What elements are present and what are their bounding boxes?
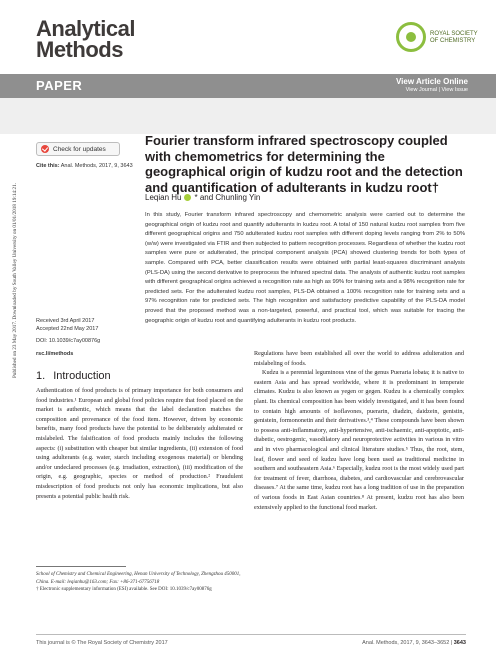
intro-paragraph-2: Regulations have been established all over the world to address adulteration and mislabeling of foods.: [254, 350, 464, 367]
article-dates: [36, 318, 100, 346]
article-type-band: [0, 74, 496, 98]
article-type-label: PAPER: [36, 78, 83, 93]
view-journal-issue-links[interactable]: View Journal | View Issue: [405, 87, 468, 93]
footer-divider: [36, 634, 466, 635]
journal-title-line1: Analytical: [36, 16, 135, 41]
intro-paragraph-1: Authentication of food products is of primary importance for both consumers and food industries.¹ European and global food policies require that food placed on the market is authentic, which means that the label declaration matches the composition and provenance of the food item. However, driven by economic benefits, many food products have the potential to be deliberately adulterated or mislabeled. The falsification of food products mainly includes the following aspects: (i) substitution with cheaper but similar ingredients, (ii) extension of food using adulterants (e.g. water, starch including exogenous material) or blending and/or undeclared processes (e.g. irradiation, extraction), (iii) modification of the origin, e.g. geographic, species or method of production.² Fraudulent misdescription of food products not only has economic implications, but also presents a potential public health risk.: [36, 387, 243, 500]
journal-title: [36, 18, 196, 60]
journal-title-line2: Methods: [36, 37, 123, 62]
intro-paragraph-3: Kudzu is a perennial leguminous vine of the genus Pueraria lobata; it is native to eastern Asia and has spread worldwide, where it is predominant in temperate climates. Kudzu is also known as yegen or gegen. Kudzu is a chemically complex plant. Its chemical composition has been widely investigated, and it has been found to contain high amounts of isoflavones, puerarin, diadzin, daidzein, genistin, genistein, formononetin and their derivatives.³,⁴ These compounds have been shown to possess anti-inflammatory, anti-hypertensive, anti-ischaemic, anti-apoptotic, anti-diabetic, oestrogenic, vasodilatory and neuroprotective activities in various in vitro and in vivo pharmacological and clinical literature studies.⁵ Thus, the root, stem, leaf, flower and seed of kudzu have long been used as traditional medicine in southern and southeastern Asia.⁶ Especially, kudzu root is the most widely used part for treatment of fever, diarrhoea, diabetes, and cardiovascular and cerebrovascular diseases.⁷ At the same time, kudzu root has a long tradition of use in the preparation of various foods in East Asian countries.⁸ At present, kudzu root has also been extensively applied to the functional food market.: [254, 369, 464, 511]
footer-copyright: This journal is © The Royal Society of Chemistry 2017: [36, 640, 168, 646]
section-heading-introduction: [36, 370, 111, 382]
citation: [36, 163, 133, 169]
band-shadow: [0, 98, 496, 134]
footnote-divider: [36, 566, 126, 567]
rsc-emblem-icon: [396, 22, 426, 52]
cite-ref: Anal. Methods, 2017, 9, 3643: [60, 163, 133, 169]
footer-journal-ref: Anal. Methods, 2017, 9, 3643–3652 |: [362, 640, 453, 646]
accepted-date: Accepted 22nd May 2017: [36, 325, 99, 332]
affiliation-footnote: School of Chemistry and Chemical Engineering, Henan University of Technology, Zhengzhou 450001, China. E-mail: leqianhu@163.com; Fax: +86-371-67756718: [36, 572, 241, 585]
esi-footnote: † Electronic supplementary information (ESI) available. See DOI: 10.1039/c7ay00876g: [36, 587, 212, 592]
orcid-icon[interactable]: [184, 194, 191, 201]
footer-page-ref: [362, 640, 466, 646]
check-for-updates-label: Check for updates: [53, 145, 106, 153]
abstract: In this study, Fourier transform infrared spectroscopy and chemometric analysis were carried out to determine the geographical origin of kudzu root and quantify adulterants in kudzu root. A total of 150 natural kudzu root samples from five different geographical origins and 750 adulterated kudzu root samples with different doping levels ranging from 2% to 50% (w/w) were investigated via FTIR and then subjected to pattern recognition processes. Regardless of whether the kudzu root samples were pure or adulterated, the principal component analysis (PCA) showed clustering trends for both types of sample. Compared with PCA, better classification results were obtained with partial least-squares discriminant analysis (PLS-DA) using the second derivative to preprocess the infrared spectral data. The analysis of authentic kudzu root samples with different geographical origins achieved a recognition rate as high as 99% for training sets and a 98% recognition rate for predicted sets. For the adulterated kudzu root samples, PLS-DA obtained a 100% recognition rate for training sets and a 97% recognition rate for predicted sets. The high recognition and satisfactory predictive capability of the PLS-DA model proved that the proposed method was a non-targeted, powerful, and practical tool, which was suitable for tracing the geographic origin of kudzu root and quantifying adulterants in kudzu root products.: [145, 212, 465, 324]
journal-site-link[interactable]: rsc.li/methods: [36, 351, 74, 357]
publisher-logo[interactable]: [396, 22, 478, 68]
page-number: 3643: [453, 640, 466, 646]
author-rest[interactable]: * and Chunling Yin: [194, 193, 261, 202]
check-for-updates-button[interactable]: [36, 142, 120, 156]
check-icon: [41, 145, 49, 153]
view-article-online-link[interactable]: View Article Online: [395, 77, 468, 86]
received-date: Received 3rd April 2017: [36, 318, 95, 324]
publication-note: [4, 88, 18, 378]
publication-note-text: Published on 23 May 2017. Downloaded by South Valley University on 01/01/2018 19:14:21.: [12, 182, 18, 378]
left-column: [36, 386, 243, 501]
section-title: Introduction: [53, 370, 111, 382]
doi[interactable]: DOI: 10.1039/c7ay00876g: [36, 338, 101, 344]
right-column: [254, 349, 464, 512]
footnotes: [36, 571, 243, 594]
publisher-logo-text: ROYAL SOCIETY OF CHEMISTRY: [430, 31, 478, 44]
section-number: 1.: [36, 370, 46, 382]
cite-prefix: Cite this:: [36, 163, 60, 169]
article-title: Fourier transform infrared spectroscopy coupled with chemometrics for determining the geographical origin of kudzu root and the detection and quantification of adulterants in kudzu root†: [145, 133, 463, 195]
author-list: [145, 193, 260, 202]
author-first[interactable]: Leqian Hu: [145, 193, 182, 202]
